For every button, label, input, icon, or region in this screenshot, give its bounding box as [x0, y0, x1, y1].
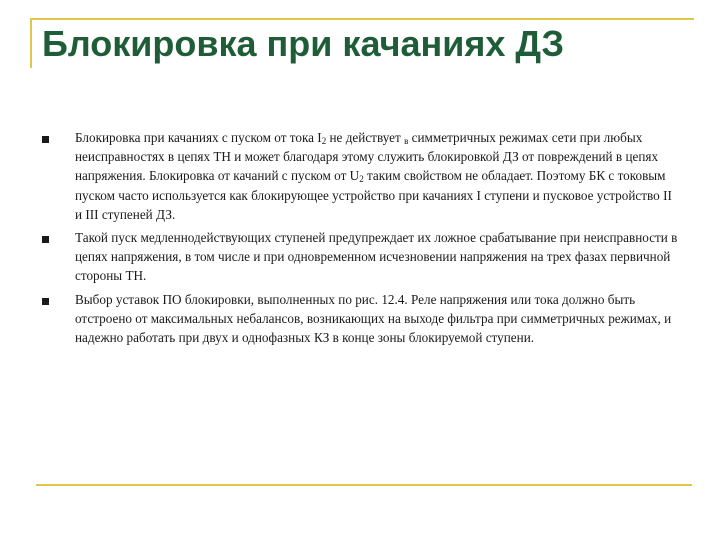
- bullet-item-1: [40, 128, 680, 224]
- square-bullet-icon: [42, 136, 49, 143]
- square-bullet-icon: [42, 236, 49, 243]
- bullet-text-2: Такой пуск медленнодействующих ступеней предупреждает их ложное срабатывание при неисправности в цепях напряжения, в том числе и при одновременном исчезновении напряжения на трех фазах первичной стороны ТН.: [75, 230, 678, 284]
- square-bullet-icon: [42, 298, 49, 305]
- frame-left-rule: [30, 18, 32, 68]
- bullet-item-3: [40, 290, 680, 348]
- frame-top-rule: [30, 18, 694, 20]
- frame-bottom-rule: [36, 484, 692, 486]
- bullet-list: [40, 128, 680, 351]
- bullet-text-1: Блокировка при качаниях с пуском от тока $I_2$ не действует $_в$ симметричных режимах сети при любых неисправностях в цепях ТН и может благодаря этому служить блокировкой ДЗ от повреждений в цепях напряжения. Блокировка от качаний с пуском от $U_2$ таким свойством не обладает. Поэтому БК с токовым пуском часто используется как блокирующее устройство при качаниях I ступени и пусковое устройство II и III ступеней ДЗ.: [75, 130, 672, 222]
- slide-title: Блокировка при качаниях ДЗ: [42, 23, 565, 64]
- bullet-text-3: Выбор уставок ПО блокировки, выполненных по рис. 12.4. Реле напряжения или тока должно быть отстроено от максимальных небалансов, возникающих на выходе фильтра при симметричных режимах, и надежно работать при двух и однофазных КЗ в конце зоны блокируемой ступени.: [75, 291, 672, 346]
- bullet-item-2: [40, 228, 680, 286]
